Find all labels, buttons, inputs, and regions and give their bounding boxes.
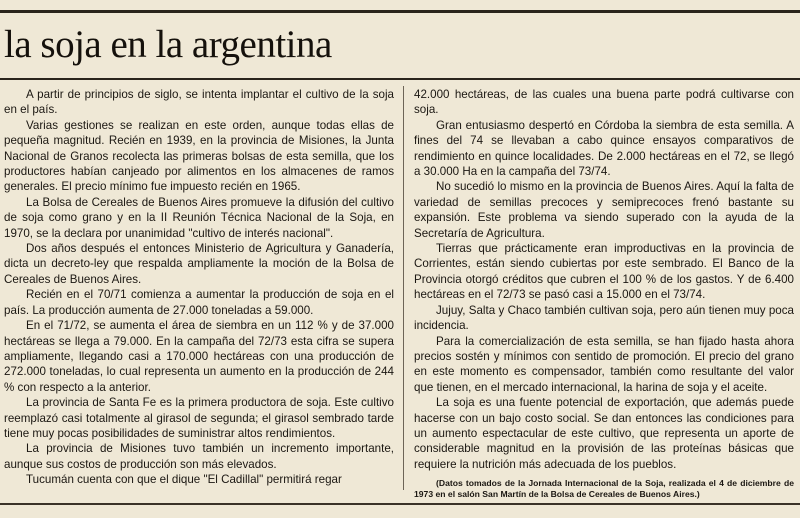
paragraph: Tucumán cuenta con que el dique "El Cadillal" permitirá regar: [26, 473, 342, 487]
article-title: la soja en la argentina: [4, 23, 332, 66]
paragraph: Recién en el 70/71 comienza a aumentar la producción de soja en el país. La producción aumenta de 27.000 toneladas a 59.000.: [4, 288, 394, 317]
paragraph-continuation: 42.000 hectáreas, de las cuales una buena parte podrá cultivarse con soja.: [414, 88, 794, 117]
paragraph: La provincia de Misiones tuvo también un incremento importante, aunque sus costos de producción son más elevados.: [4, 442, 394, 471]
paragraph: A partir de principios de siglo, se intenta implantar el cultivo de la soja en el país.: [4, 88, 394, 117]
paragraph: La Bolsa de Cereales de Buenos Aires promueve la difusión del cultivo de soja como grano y en la II Reunión Técnica Nacional de la Soja, en 1970, se la declara por unanimidad "cultivo de interés nacional".: [4, 195, 394, 240]
paragraph: Tierras que prácticamente eran improductivas en la provincia de Corrientes, están siendo cubiertas por este sembrado. El Banco de la Provincia otorgó créditos que cubren el 100 % de los gastos. Y de 6.400 hectáreas en el 72/73 se pasó casi a 15.000 en el 73/74.: [414, 242, 794, 302]
paragraph: Jujuy, Salta y Chaco también cultivan soja, pero aún tienen muy poca incidencia.: [414, 303, 794, 333]
column-divider: [403, 86, 404, 490]
paragraph: Dos años después el entonces Ministerio de Agricultura y Ganadería, dicta un decreto-ley que respalda ampliamente la moción de la Bolsa de Cereales de Buenos Aires.: [4, 242, 394, 286]
bottom-rule: [0, 503, 800, 505]
paragraph: Gran entusiasmo despertó en Córdoba la siembra de esta semilla. A fines del 74 se llevaban a cabo quince ensayos comparativos de rendimiento en quince localidades. De 2.000 hectáreas en el 72, se llegó a 30.000 Ha en la campaña del 73/74.: [414, 118, 794, 179]
paragraph: En el 71/72, se aumenta el área de siembra en un 112 % y de 37.000 hectáreas se llega a 79.000. En la campaña del 72/73 esta cifra se supera ampliamente, llegando casi a 170.000 hectáreas con una producción de 272.000 toneladas, lo cual representa un aumento en la producción de 244 % con respecto a la anterior.: [4, 319, 394, 394]
top-rule: [0, 10, 800, 13]
paragraph: Varias gestiones se realizan en este orden, aunque todas ellas de pequeña magnitud. Recién en 1939, en la provincia de Misiones, la Junta Nacional de Granos recolecta las primeras bolsas de esta semilla, que los productores habían canjeado por alimentos en los almacenes de ramos generales. El precio mínimo fue impuesto recién en 1965.: [4, 118, 394, 194]
paragraph: La provincia de Santa Fe es la primera productora de soja. Este cultivo reemplazó casi totalmente al girasol de segunda; el girasol sembrado tarde tiene muy pocas posibilidades de suministrar altos rendimientos.: [4, 396, 394, 440]
paragraph: La soja es una fuente potencial de exportación, que además puede hacerse con un bajo costo social. Se dan entonces las condiciones para un aumento espectacular de este cultivo, que representa un aporte de considerable magnitud en la provisión de las proteínas básicas que requiere la nutrición más adecuada de los pueblos.: [414, 396, 794, 471]
paragraph: Para la comercialización de esta semilla, se han fijado hasta ahora precios sostén y mínimos con sentido de promoción. El precio del grano en este momento es compensador, también como resultante del valor que tienen, en el mercado internacional, la harina de soja y el aceite.: [414, 334, 794, 394]
paragraph: No sucedió lo mismo en la provincia de Buenos Aires. Aquí la falta de variedad de semillas precoces y semiprecoces frenó bastante su expansión. Este problema va siendo superado con la ayuda de la Secretaría de Agricultura.: [414, 180, 794, 240]
left-column: [4, 87, 394, 488]
right-column: [414, 87, 794, 500]
title-divider: [0, 78, 800, 80]
source-note: (Datos tomados de la Jornada Internacional de la Soja, realizada el 4 de diciembre de 1973 en el salón San Martín de la Bolsa de Cereales de Buenos Aires.): [414, 478, 794, 500]
